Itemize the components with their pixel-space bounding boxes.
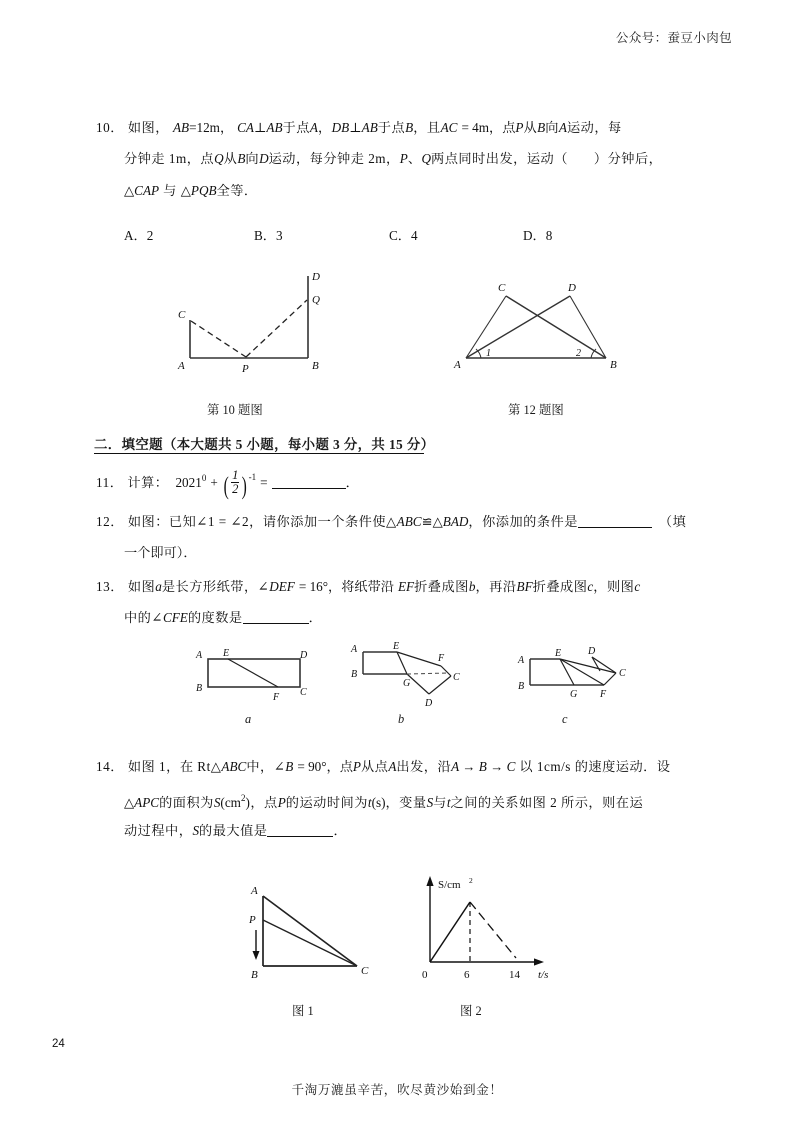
page-number: 24 (52, 1038, 65, 1050)
figure-b-caption: b (398, 712, 405, 726)
figure-10-label-A: A (178, 360, 185, 372)
figure-13-c (512, 645, 637, 712)
figure-13-a (190, 645, 310, 712)
figure-2-tick-6: 6 (464, 969, 470, 981)
wechat-account-header: 公众号：蚕豆小肉包 (615, 31, 732, 45)
figure-c-label-E: E (555, 648, 562, 659)
figure-1-caption: 图 1 (292, 1004, 314, 1018)
figure-1-label-C: C (361, 965, 369, 977)
figure-b-label-B: B (351, 669, 358, 680)
figure-10-label-C: C (178, 309, 186, 321)
figure-b-label-F: F (438, 653, 445, 664)
question-14-line-3: 动过程中，S的最大值是 ． (124, 823, 348, 838)
question-12-line-2: 一个即可）． (124, 545, 197, 560)
question-14-answer-blank[interactable] (267, 824, 333, 837)
question-14-line-2: △APC的面积为$S(cm^2)$，点P的运动时间为t(s)，变量S与t之间的关系如图 2 所示，则在运 (124, 793, 644, 810)
figure-a-label-A: A (196, 650, 203, 661)
figure-2-tick-0: 0 (422, 969, 428, 981)
figure-2-y-axis-label: S/cm (438, 879, 461, 891)
figure-10-label-Q: Q (312, 294, 320, 306)
question-11-number: 11． (96, 475, 124, 490)
figure-c-label-F: F (600, 689, 607, 700)
figure-b-label-C: C (453, 672, 460, 683)
figure-2-x-axis-label: t/s (538, 969, 549, 981)
question-10-option-b[interactable]: B．3 (254, 228, 283, 243)
section-fill-in-blank-title: 二．填空题（本大题共 5 小题，每小题 3 分，共 15 分） (94, 437, 435, 452)
question-10-option-a[interactable]: A．2 (124, 228, 154, 243)
figure-b-label-A: A (351, 644, 358, 655)
question-12-line-1: 12． 如图：已知∠1 = ∠2，请你添加一个条件使△ABC≌△BAD，你添加的条件是 （填 (96, 514, 687, 529)
figure-12-label-angle-1: 1 (486, 348, 491, 359)
figure-1-triangle (235, 882, 385, 992)
figure-12-caption: 第 12 题图 (508, 403, 564, 417)
figure-12-label-C: C (498, 282, 506, 294)
figure-b-label-D: D (425, 698, 433, 709)
figure-b-label-E: E (393, 641, 400, 652)
figure-c-label-B: B (518, 681, 525, 692)
question-10-option-d[interactable]: D．8 (523, 228, 553, 243)
figure-a-caption: a (245, 712, 252, 726)
left-paren: ( (223, 473, 229, 500)
question-14-number: 14． (96, 759, 124, 774)
figure-a-label-D: D (300, 650, 308, 661)
figure-2-y-axis-label-sup: 2 (469, 876, 473, 885)
figure-13-b (345, 640, 470, 715)
question-10-number: 10． (96, 120, 124, 135)
figure-10-caption: 第 10 题图 (207, 403, 263, 417)
figure-a-label-C: C (300, 687, 307, 698)
question-14-line-1: 14． 如图 1，在 Rt△ABC中，∠B = 90°，点P从点A出发，沿A → B → C 以 1cm/s 的速度运动．设 (96, 759, 671, 774)
footer-motto: 千淘万漉虽辛苦，吹尽黄沙始到金！ (291, 1083, 503, 1097)
question-13-answer-blank[interactable] (243, 611, 309, 624)
figure-12-label-angle-2: 2 (576, 348, 581, 359)
question-10-option-c[interactable]: C．4 (389, 228, 418, 243)
fraction-one-half: $\frac{1}{2}$ (232, 467, 239, 496)
question-11-answer-blank[interactable] (272, 476, 346, 489)
question-10-line-1: 10． 如图， AB=12m， CA⊥AB于点A，DB⊥AB于点B，且AC = 4m，点P从B向A运动，每 (96, 120, 622, 135)
figure-a-label-F: F (273, 692, 280, 703)
figure-1-label-B: B (251, 969, 258, 981)
figure-c-label-G: G (570, 689, 578, 700)
figure-question-12 (448, 278, 638, 383)
figure-2-caption: 图 2 (460, 1004, 482, 1018)
figure-2-tick-14: 14 (509, 969, 520, 981)
figure-1-label-P: P (249, 914, 256, 926)
figure-c-label-D: D (588, 646, 596, 657)
figure-12-label-B: B (610, 359, 617, 371)
figure-10-label-P: P (242, 363, 249, 375)
figure-2-graph (408, 866, 568, 991)
figure-12-label-D: D (568, 282, 576, 294)
question-13-line-1: 13． 如图a是长方形纸带，∠DEF = 16°，将纸带沿 EF折叠成图b，再沿BF折叠成图c，则图c (96, 579, 641, 594)
section-title-underline (94, 453, 424, 454)
figure-12-label-A: A (454, 359, 461, 371)
figure-c-label-C: C (619, 668, 626, 679)
figure-10-label-B: B (312, 360, 319, 372)
question-12-number: 12． (96, 514, 124, 529)
question-13-number: 13． (96, 579, 124, 594)
question-10-line-2: 分钟走 1m，点Q从B向D运动，每分钟走 2m，P、Q两点同时出发，运动（ ）分钟后， (124, 151, 663, 166)
figure-c-caption: c (562, 712, 568, 726)
figure-b-label-G: G (403, 678, 411, 689)
figure-a-label-B: B (196, 683, 203, 694)
question-13-line-2: 中的∠CFE的度数是 ． (124, 610, 323, 625)
right-paren: ) (241, 473, 248, 500)
figure-1-label-A: A (251, 885, 258, 897)
question-11-line-1: 11． 计算： $2021^0$ + ( $\frac{1}{2}$ ) $^{-1}$ = ． (96, 467, 360, 500)
figure-10-label-D: D (312, 271, 320, 283)
figure-question-10 (160, 268, 350, 388)
figure-a-label-E: E (223, 648, 230, 659)
question-10-line-3: △CAP 与 △PQB全等． (124, 183, 258, 198)
figure-c-label-A: A (518, 655, 525, 666)
question-12-answer-blank[interactable] (578, 515, 652, 528)
